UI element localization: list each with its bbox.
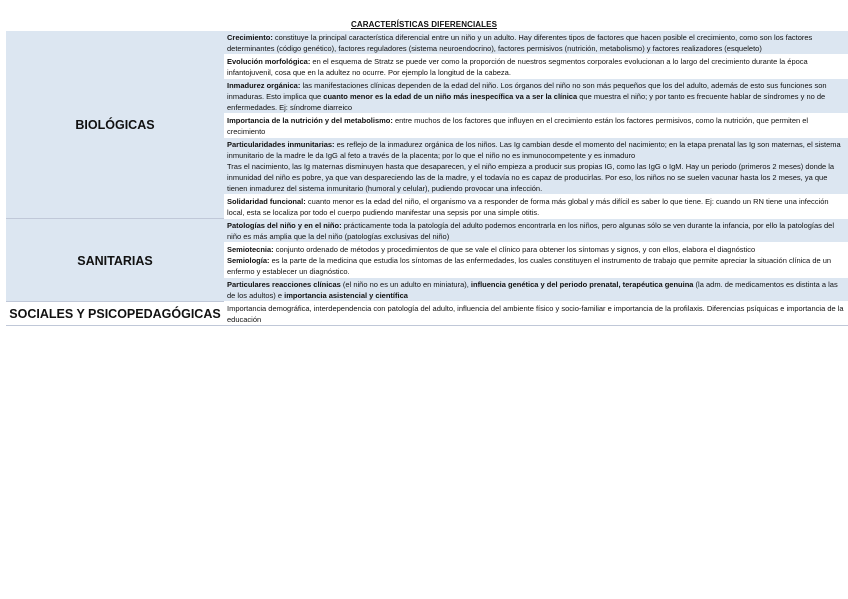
row-text: las manifestaciones clínicas dependen de la edad del niño. Los órganos del niño no son más pequeños que los del adulto, además de esto sus funciones son inmaduras. Esto implica que — [227, 81, 827, 101]
page-title: CARACTERÍSTICAS DIFERENCIALES — [350, 20, 498, 29]
row-text: es la parte de la medicina que estudia los síntomas de las enfermedades, los cuales constituyen el instrumento de trabajo que permite apreciar la situación clínica de un enfermo y establecer un diagnóstico. — [227, 256, 832, 276]
row-semiotecnia — [224, 243, 848, 278]
category-sociales: SOCIALES Y PSICOPEDAGÓGICAS — [6, 302, 224, 326]
row-patologias — [224, 219, 848, 243]
row-text: constituye la principal característica diferencial entre un niño y un adulto. Hay diferentes tipos de factores que hacen posible el crecimiento, como son los factores determinantes (código genético), factores reguladores (sistema neuroendocrino), factores permisivos (nutrición, metabolismo) y factores realizadores (esqueleto) — [227, 33, 813, 53]
row-inmunitarias — [224, 138, 848, 195]
row-inmadurez — [224, 79, 848, 114]
row-text: es reflejo de la inmadurez orgánica de los niños. Las Ig cambian desde el momento del nacimiento; en la etapa prenatal las Ig son maternas, el sistema inmunitario de la madre le da IgG al feto a través de la placenta; por lo que el niño no es inmunocompetente y es inmaduro — [227, 140, 841, 160]
characteristics-table — [6, 31, 848, 326]
term-label: Crecimiento: — [227, 33, 273, 42]
row-text: Importancia demográfica, interdependencia con patología del adulto, influencia del ambiente físico y socio-familiar e importancia de la profilaxis. Diferencias psíquicas e importancia de la educación — [227, 304, 844, 324]
row-paragraph — [227, 255, 845, 277]
term-label: Solidaridad funcional: — [227, 197, 306, 206]
table-row — [6, 31, 848, 55]
row-nutricion — [224, 114, 848, 138]
row-text: (la adm. de medicamentos es distinta a las de los adultos) e — [227, 280, 838, 300]
row-reacciones — [224, 278, 848, 302]
row-text: en el esquema de Stratz se puede ver como la proporción de nuestros segmentos corporales evolucionan a lo largo del crecimiento durante la época infantojuvenil, cosa que en la adultez no ocurre. Por ejemplo la longitud de la cabeza. — [227, 57, 808, 77]
category-biologicas: BIOLÓGICAS — [6, 31, 224, 219]
row-evolucion — [224, 55, 848, 79]
term-label: Patologías del niño y en el niño: — [227, 221, 342, 230]
table-row — [6, 219, 848, 243]
row-text: prácticamente toda la patología del adulto podemos encontrarla en los niños, pero algunas sólo se ven durante la infancia, por ello la patologías del niño es más amplia que la del niño (patologías exclusivas del niño) — [227, 221, 835, 241]
term-label: Semiología: — [227, 256, 270, 265]
row-emphasis: influencia genética y del periodo prenatal, terapéutica genuina — [470, 280, 694, 289]
term-label: Evolución morfológica: — [227, 57, 311, 66]
row-text: entre muchos de los factores que influyen en el crecimiento están los factores permisivos, como la nutrición, que permiten el crecimiento — [227, 116, 809, 136]
term-label: Particularidades inmunitarias: — [227, 140, 335, 149]
term-label: Importancia de la nutrición y del metabolismo: — [227, 116, 393, 125]
term-label: Semiotecnia: — [227, 245, 274, 254]
row-text: cuanto menor es la edad del niño, el organismo va a responder de forma más global y más difícil es saber lo que tiene. Ej: cuando un RN tiene una infección local, esta se localiza por todo el cuerpo pudiendo manifestar una sepsis por una simple otitis. — [227, 197, 829, 217]
row-solidaridad — [224, 195, 848, 219]
row-text: conjunto ordenado de métodos y procedimientos de que se vale el clínico para obtener los síntomas y signos, y con ellos, elabora el diagnóstico — [273, 245, 756, 254]
row-emphasis: importancia asistencial y científica — [284, 291, 408, 300]
row-emphasis: cuanto menor es la edad de un niño más inespecífica va a ser la clínica — [323, 92, 578, 101]
table-row — [6, 302, 848, 326]
category-sanitarias: SANITARIAS — [6, 219, 224, 302]
row-crecimiento — [224, 31, 848, 55]
row-sociales — [224, 302, 848, 326]
row-paragraph: Tras el nacimiento, las Ig maternas disminuyen hasta que desaparecen, y el niño empieza a producir sus propias IG, como las IgG o IgM. Hay un periodo (primeros 2 meses) donde la inmunidad del niño es pobre, ya que van despareciendo las de la madre, y el todavía no es capaz de producirlas. Por eso, los niños no se suelen vacunar hasta los 2 meses, ya que tienen inmadurez del sistema inmunitario (humoral y celular), pudiendo provocar una infección. — [227, 162, 835, 193]
term-label: Particulares reacciones clínicas — [227, 280, 341, 289]
row-text: (el niño no es un adulto en miniatura), — [340, 280, 471, 289]
row-text: que muestra el niño; y por tanto es frecuente hablar de síndromes y no de enfermedades. Ej: síndrome diarreico — [227, 92, 826, 112]
term-label: Inmadurez orgánica: — [227, 81, 301, 90]
